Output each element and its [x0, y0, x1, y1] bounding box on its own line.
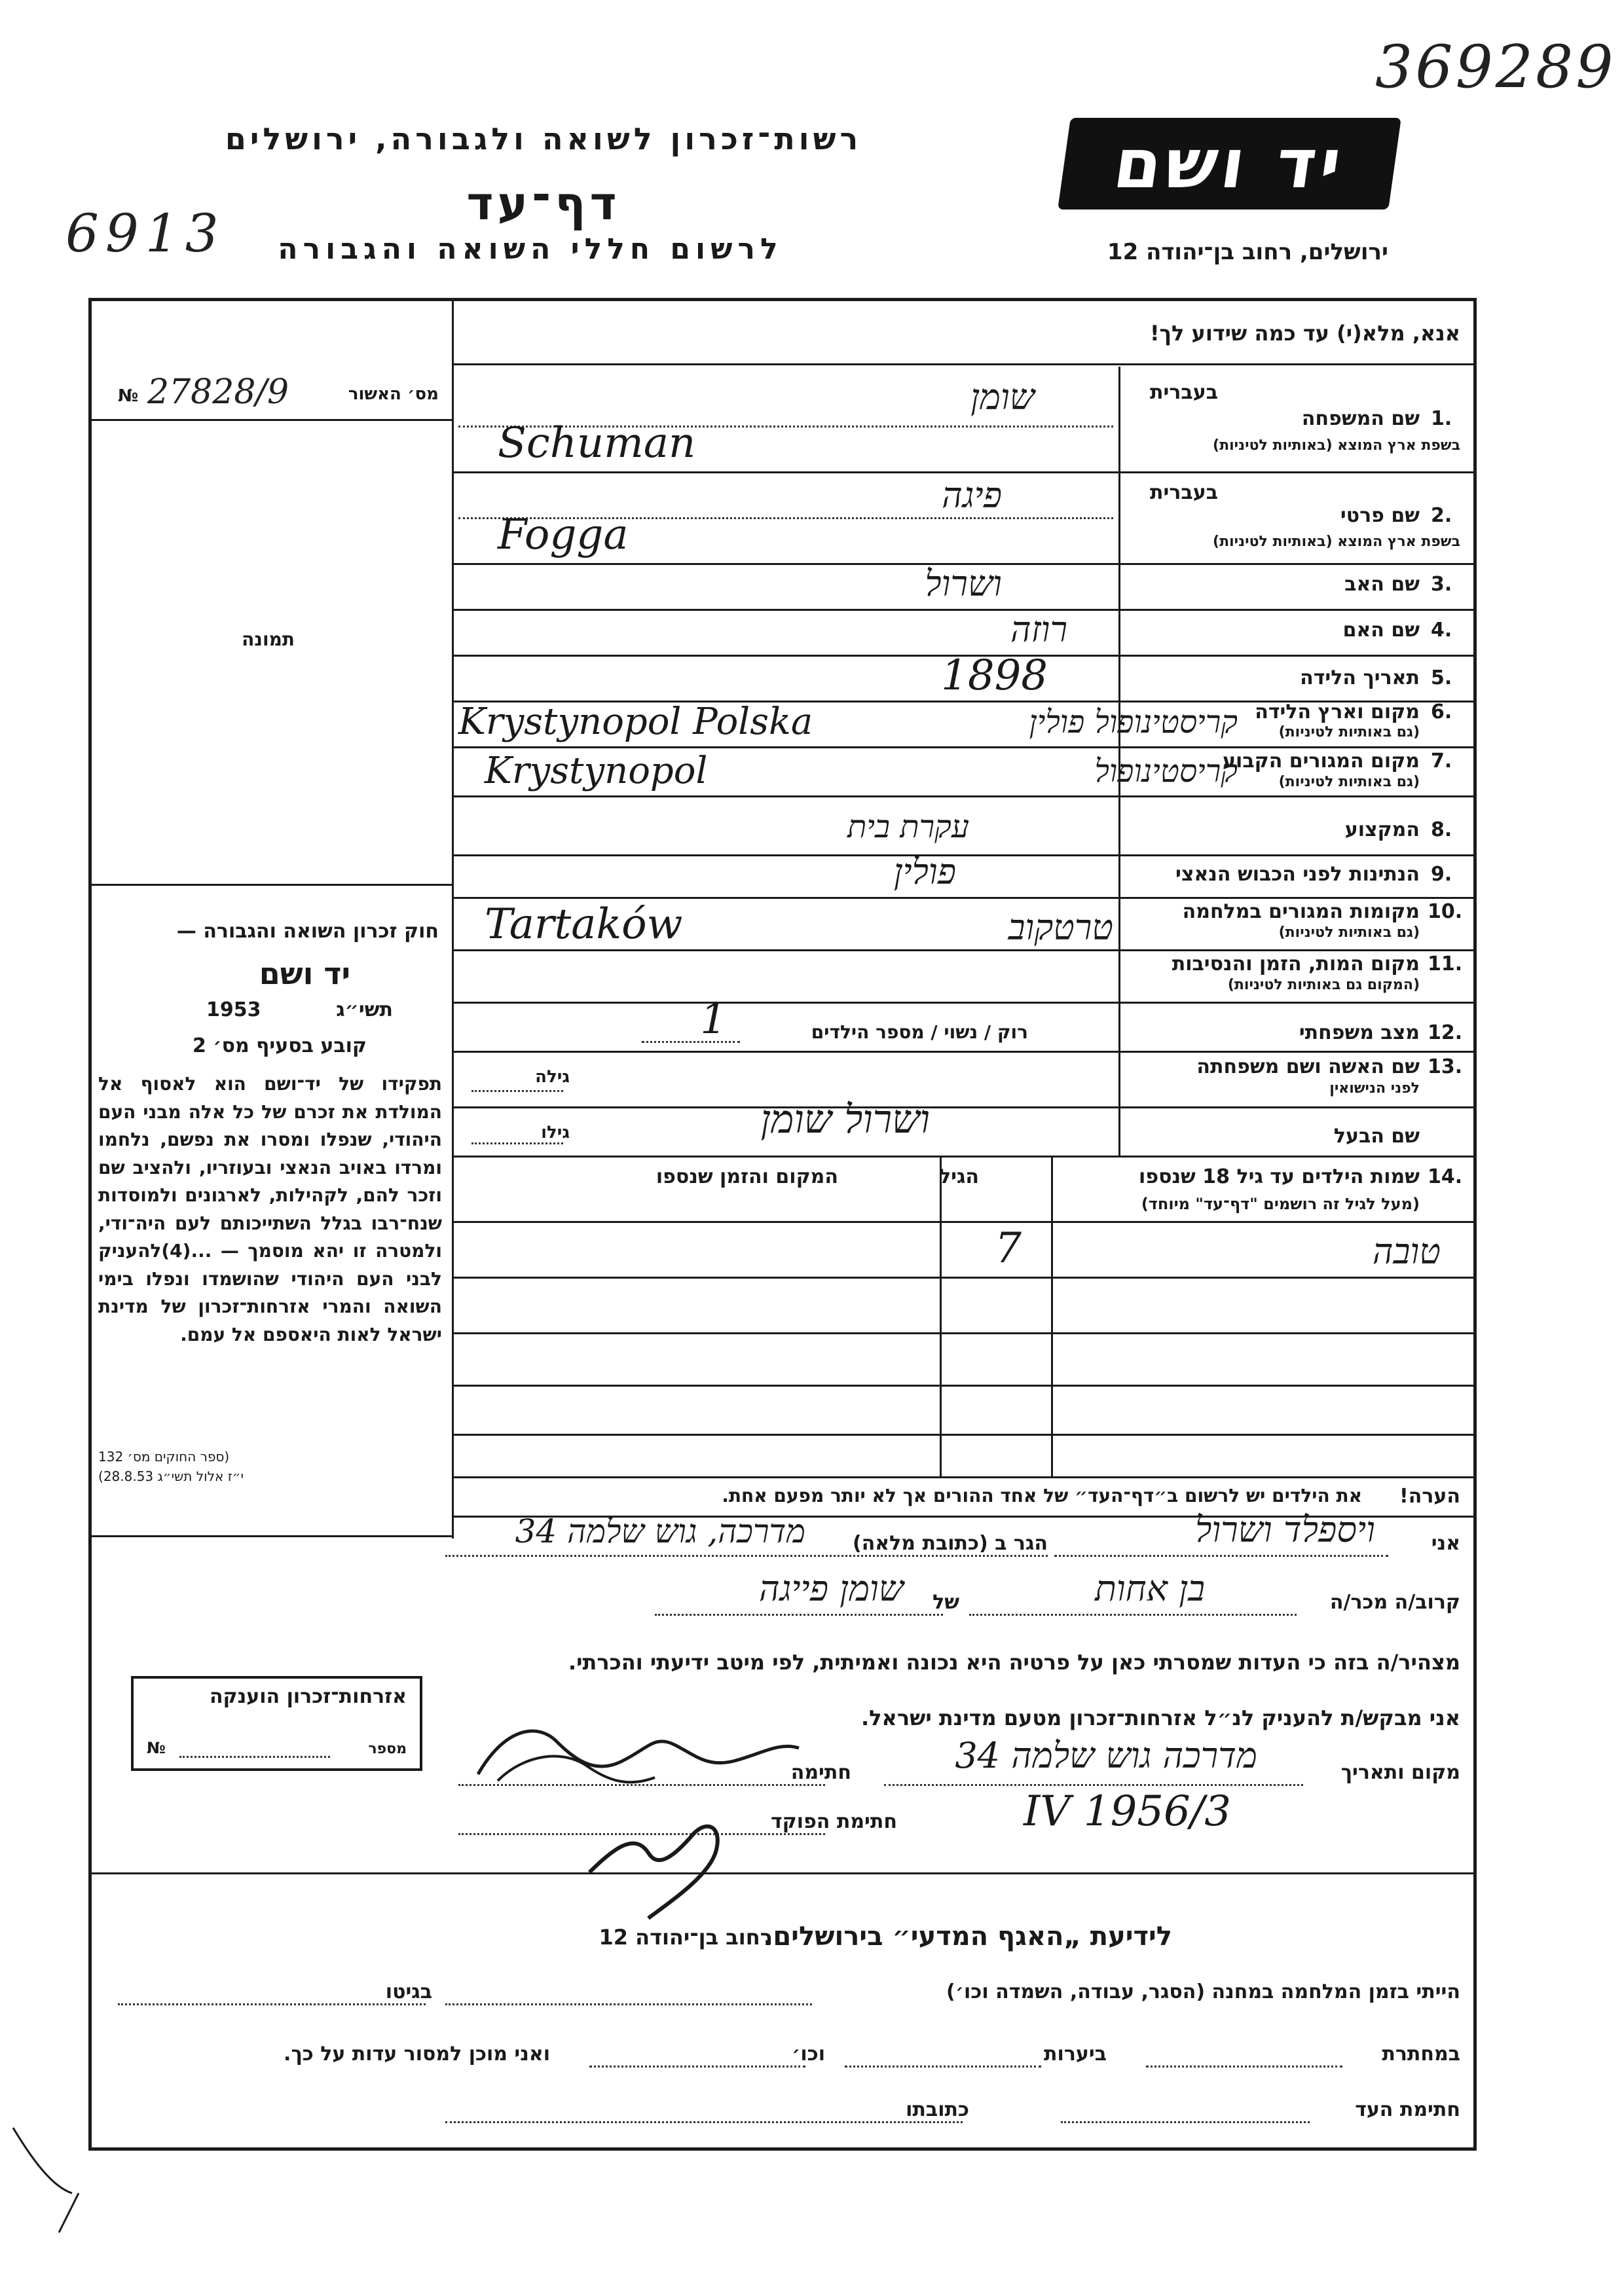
officer-signature-label: חתימת הפוקד: [771, 1810, 897, 1833]
husband-age-label: גילו: [541, 1123, 570, 1142]
field-13-label: שם האשה ושם משפחתה: [1196, 1055, 1420, 1078]
of-line: [655, 1614, 943, 1616]
field-10-label: מקומות המגורים במלחמה: [1182, 900, 1420, 923]
relation-value: בן אחות: [1094, 1568, 1205, 1609]
row-12-bottom: [454, 1051, 1473, 1053]
husband-age-line: [471, 1142, 563, 1144]
field-2-label: שם פרטי: [1340, 504, 1420, 527]
field-2-number: 2.: [1431, 504, 1452, 527]
remark-label: הערה!: [1399, 1485, 1460, 1508]
footer-forests-line: [845, 2066, 1041, 2068]
declarant-label: אני: [1431, 1532, 1460, 1555]
law-year-he: תשי״ג: [336, 998, 393, 1021]
left-column-divider: [452, 301, 454, 1539]
signature-label: חתימה: [790, 1761, 851, 1784]
children-header-bottom: [454, 1221, 1473, 1223]
declaration-request: אני מבקש/ת להעניק לנ״ל אזרחות־זכרון מטעם מדינת ישראל.: [861, 1705, 1460, 1730]
field-1-label: שם המשפחה: [1301, 407, 1420, 430]
field-1-number: 1.: [1431, 407, 1452, 430]
relation-label: קרוב/ה מכר/ה: [1329, 1591, 1460, 1614]
photo-label: תמונה: [242, 629, 295, 650]
approval-label: מס׳ האשור: [348, 384, 439, 404]
field-7-value-latin: Krystynopol: [485, 750, 708, 792]
row-9-bottom: [454, 897, 1473, 899]
children-note: (מעל לגיל זה רושמים "דף־עד" מיוחד): [1141, 1195, 1420, 1213]
margin-stroke-line: [13, 2128, 79, 2232]
remark-text: את הילדים יש לרשום ב״דף־העד״ של אחד ההורים אך לא יותר מפעם אחת.: [722, 1485, 1362, 1506]
row-3-bottom: [454, 609, 1473, 611]
footer-underground-label: במחתרת: [1382, 2043, 1460, 2066]
field-11-label: מקום המות, הזמן והנסיבות: [1172, 953, 1420, 975]
row-7-bottom: [454, 795, 1473, 797]
footer-title: לידיעת „האגף המדעי״ בירושלים.: [763, 1922, 1172, 1952]
field-11-note: (המקום גם באותיות לטיניות): [1227, 977, 1420, 993]
field-5-number: 5.: [1431, 666, 1452, 689]
approval-value: 27828/9: [147, 373, 289, 412]
children-row-2: [454, 1332, 1473, 1334]
children-age-col-right: [1051, 1156, 1053, 1476]
field-3-number: 3.: [1431, 573, 1452, 596]
field-7-value-hebrew: קריסטינופול: [1094, 753, 1238, 790]
field-8-label: המקצוע: [1344, 818, 1420, 841]
field-8-number: 8.: [1431, 818, 1452, 841]
field-4-number: 4.: [1431, 619, 1452, 642]
archive-number: 369289: [1375, 33, 1616, 101]
field-3-label: שם האב: [1344, 573, 1420, 596]
declarant-signature-loop: [498, 1757, 655, 1783]
section-separator: [90, 1872, 1473, 1874]
field-1-note: בשפת ארץ המוצא (באותיות לטיניות): [1213, 437, 1460, 454]
husband-value: ושרול שומן: [760, 1097, 930, 1142]
row-13-bottom: [454, 1106, 1473, 1108]
authority-title: רשות־זכרון לשואה ולגבורה, ירושלים: [225, 121, 862, 156]
declarant-signature: [458, 1715, 825, 1800]
footer-ghetto-line: [118, 2003, 426, 2005]
address-label: הגר ב (כתובת מלאה): [852, 1532, 1048, 1555]
header-address: ירושלים, רחוב בן־יהודה 12: [1107, 239, 1388, 265]
officer-signature: [576, 1794, 747, 1925]
field-10-value-hebrew: טרטקוב: [1008, 907, 1113, 948]
footer-underground-line: [1146, 2066, 1342, 2068]
footer-witness-signature-line: [1061, 2121, 1310, 2123]
field-2-value-hebrew: פיגה: [942, 475, 1002, 516]
approval-number-row: [118, 373, 445, 416]
field-6-value-hebrew: קריסטינופול פולין: [1029, 704, 1238, 740]
field-12-value: 1: [700, 995, 727, 1044]
husband-row-bottom: [454, 1156, 1473, 1157]
law-title: חוק זכרון השואה והגבורה —: [176, 920, 439, 943]
declaration-statement: מצהיר/ה בזה כי העדות שמסרתי כאן על פרטיה היא נכונה ואמיתית, לפי מיטב ידיעתי והכרתי.: [568, 1650, 1460, 1675]
field-7-label: מקום המגורים הקבוע: [1223, 750, 1420, 773]
footer-address: רחוב בן־יהודה 12: [599, 1925, 773, 1950]
footer-camp-label: הייתי בזמן המלחמה במחנה (הסגר, עבודה, השמדה וכו׳): [946, 1980, 1460, 2003]
citizenship-number-line: [179, 1756, 330, 1758]
place-date-label: מקום ותאריך: [1340, 1761, 1460, 1784]
field-6-number: 6.: [1431, 701, 1452, 723]
law-text: תפקידו של יד־ושם הוא לאסוף אל המולדת את זכרם של כל אלה מבני העם היהודי, שנפלו ומסרו את נפשם, נלחמו ומרדו באויב הנאצי ובעוזריו, ולהציב שם וזכר להם, לקהילות, לארגונים ולמוסדות שנח־רבו בגלל השתייכותם לעם היה־ודי, ולמטרה זו יהא מוסמך — ...(4)להעניק לבני העם היהודי שהושמדו ונפלו בימי השואה והמרי אזרחות־זכרון של מדינת ישראל לאות היאספם אל עמם.: [98, 1073, 442, 1345]
file-number: 6913: [65, 203, 225, 264]
children-row-4: [454, 1434, 1473, 1436]
declarant-line: [1054, 1555, 1388, 1557]
instructions: אנא, מלא(י) עד כמה שידוע לך!: [1149, 321, 1460, 346]
field-12-label: מצב משפחתי: [1299, 1021, 1420, 1044]
declarant-signature-stroke: [478, 1731, 799, 1774]
field-5-label: תאריך הלידה: [1300, 666, 1420, 689]
children-row-1: [454, 1277, 1473, 1279]
children-number: 14.: [1428, 1165, 1463, 1188]
row-10-bottom: [454, 949, 1473, 951]
instructions-underline: [454, 363, 1473, 365]
field-2-note: בשפת ארץ המוצא (באותיות לטיניות): [1213, 534, 1460, 550]
field-6-value-latin: Krystynopol Polska: [458, 701, 813, 743]
field-8-value: עקרת בית: [847, 809, 969, 845]
law-reference-2: י״ז אלול תשי״ג 28.8.53): [98, 1468, 244, 1484]
law-reference-1: (ספר החוקים מס׳ 132: [98, 1449, 230, 1465]
field-13-number: 13.: [1428, 1055, 1463, 1078]
place-date-line: [884, 1784, 1303, 1786]
field-9-value: פולין: [893, 851, 956, 892]
footer-witness-signature-label: חתימת העד: [1355, 2098, 1460, 2121]
footer-etc-line: [589, 2066, 805, 2068]
field-2-hebrew-tag: בעברית: [1150, 481, 1218, 504]
citizenship-prefix: №: [147, 1739, 166, 1757]
of-label: של: [932, 1591, 959, 1614]
logo-text: יד ושם: [1109, 124, 1350, 204]
child-1-age: 7: [995, 1224, 1022, 1273]
date-value: 3/IV 1956: [1024, 1787, 1231, 1836]
yad-vashem-logo: [1058, 118, 1401, 210]
field-12-number: 12.: [1428, 1021, 1463, 1044]
footer-forests-label: ביערות: [1044, 2043, 1107, 2066]
footer-address-label: כתובתו: [906, 2098, 969, 2121]
field-5-value: 1898: [941, 651, 1048, 700]
field-9-label: הנתינות לפני הכבוש הנאצי: [1175, 863, 1420, 886]
field-1-value-latin: Schuman: [498, 419, 696, 467]
declarant-value: ויספלד ושרול: [1195, 1509, 1375, 1550]
field-13-age-label: גילה: [535, 1067, 570, 1087]
field-6-note: (גם באותיות לטיניות): [1278, 724, 1420, 740]
citizenship-box: [131, 1676, 422, 1771]
law-reference: [98, 1447, 439, 1486]
left-column-bottom: [90, 1535, 454, 1537]
field-12-options: רוק / נשוי / מספר הילדים: [811, 1021, 1028, 1043]
address-line: [445, 1555, 1048, 1557]
field-13-age-line: [471, 1090, 563, 1092]
law-year-row: [196, 998, 393, 1025]
margin-stroke: [0, 2121, 105, 2239]
children-row-3: [454, 1385, 1473, 1387]
citizenship-title: אזרחות־זכרון הוענקה: [209, 1685, 407, 1708]
law-name: יד ושם: [259, 956, 350, 991]
form-subtitle: לרשום חללי השואה והגבורה: [278, 232, 783, 266]
field-2-value-latin: Fogga: [498, 511, 629, 559]
children-title: שמות הילדים עד גיל 18 שנספו: [1139, 1165, 1420, 1188]
law-clause: קובע בסעיף מס׳ 2: [192, 1034, 367, 1057]
place-date-value: מדרכה גוש שלמה 34: [955, 1735, 1257, 1776]
child-1-name: טובה: [1372, 1231, 1441, 1272]
field-7-note: (גם באותיות לטיניות): [1278, 774, 1420, 790]
field-10-value-latin: Tartaków: [485, 900, 683, 949]
field-11-number: 11.: [1428, 953, 1463, 975]
law-year: 1953: [206, 998, 261, 1021]
footer-testify-label: ואני מוכן למסור עדות על כך.: [284, 2043, 550, 2066]
field-4-label: שם האם: [1342, 619, 1420, 642]
row-8-bottom: [454, 854, 1473, 856]
footer-etc-label: וכו׳: [792, 2043, 825, 2066]
of-value: שומן פייגה: [758, 1568, 904, 1609]
field-9-number: 9.: [1431, 863, 1452, 886]
children-age-col-left: [940, 1156, 942, 1476]
husband-label: שם הבעל: [1333, 1125, 1420, 1148]
children-place-header: המקום והזמן שנספו: [655, 1165, 838, 1188]
address-value: מדרכה, גוש שלמה 34: [515, 1512, 805, 1550]
field-10-note: (גם באותיות לטיניות): [1278, 924, 1420, 941]
approval-underline: [90, 419, 452, 421]
relation-line: [969, 1614, 1297, 1616]
field-1-value-hebrew: שומן: [970, 376, 1035, 418]
row-11-bottom: [454, 1002, 1473, 1004]
field-6-label: מקום וארץ הלידה: [1255, 701, 1420, 723]
row-6-bottom: [454, 746, 1473, 748]
form-title: דף־עד: [466, 177, 621, 230]
children-age-header: הגיל: [939, 1165, 979, 1188]
row-1-bottom: [454, 471, 1473, 473]
children-table-bottom: [454, 1476, 1473, 1478]
approval-prefix: №: [118, 386, 139, 406]
footer-camp-line: [445, 2003, 812, 2005]
field-13-note: לפני הנישואין: [1329, 1080, 1420, 1097]
photo-bottom-line: [90, 884, 452, 886]
field-3-value: ושרול: [925, 563, 1002, 604]
footer-address-line: [445, 2121, 963, 2123]
footer-ghetto-label: בגיטו: [385, 1980, 432, 2003]
citizenship-number-label: מספר: [368, 1741, 407, 1757]
field-7-number: 7.: [1431, 750, 1452, 773]
field-4-value: רוזה: [1010, 609, 1067, 650]
field-1-hebrew-tag: בעברית: [1150, 381, 1218, 404]
field-10-number: 10.: [1428, 900, 1463, 923]
